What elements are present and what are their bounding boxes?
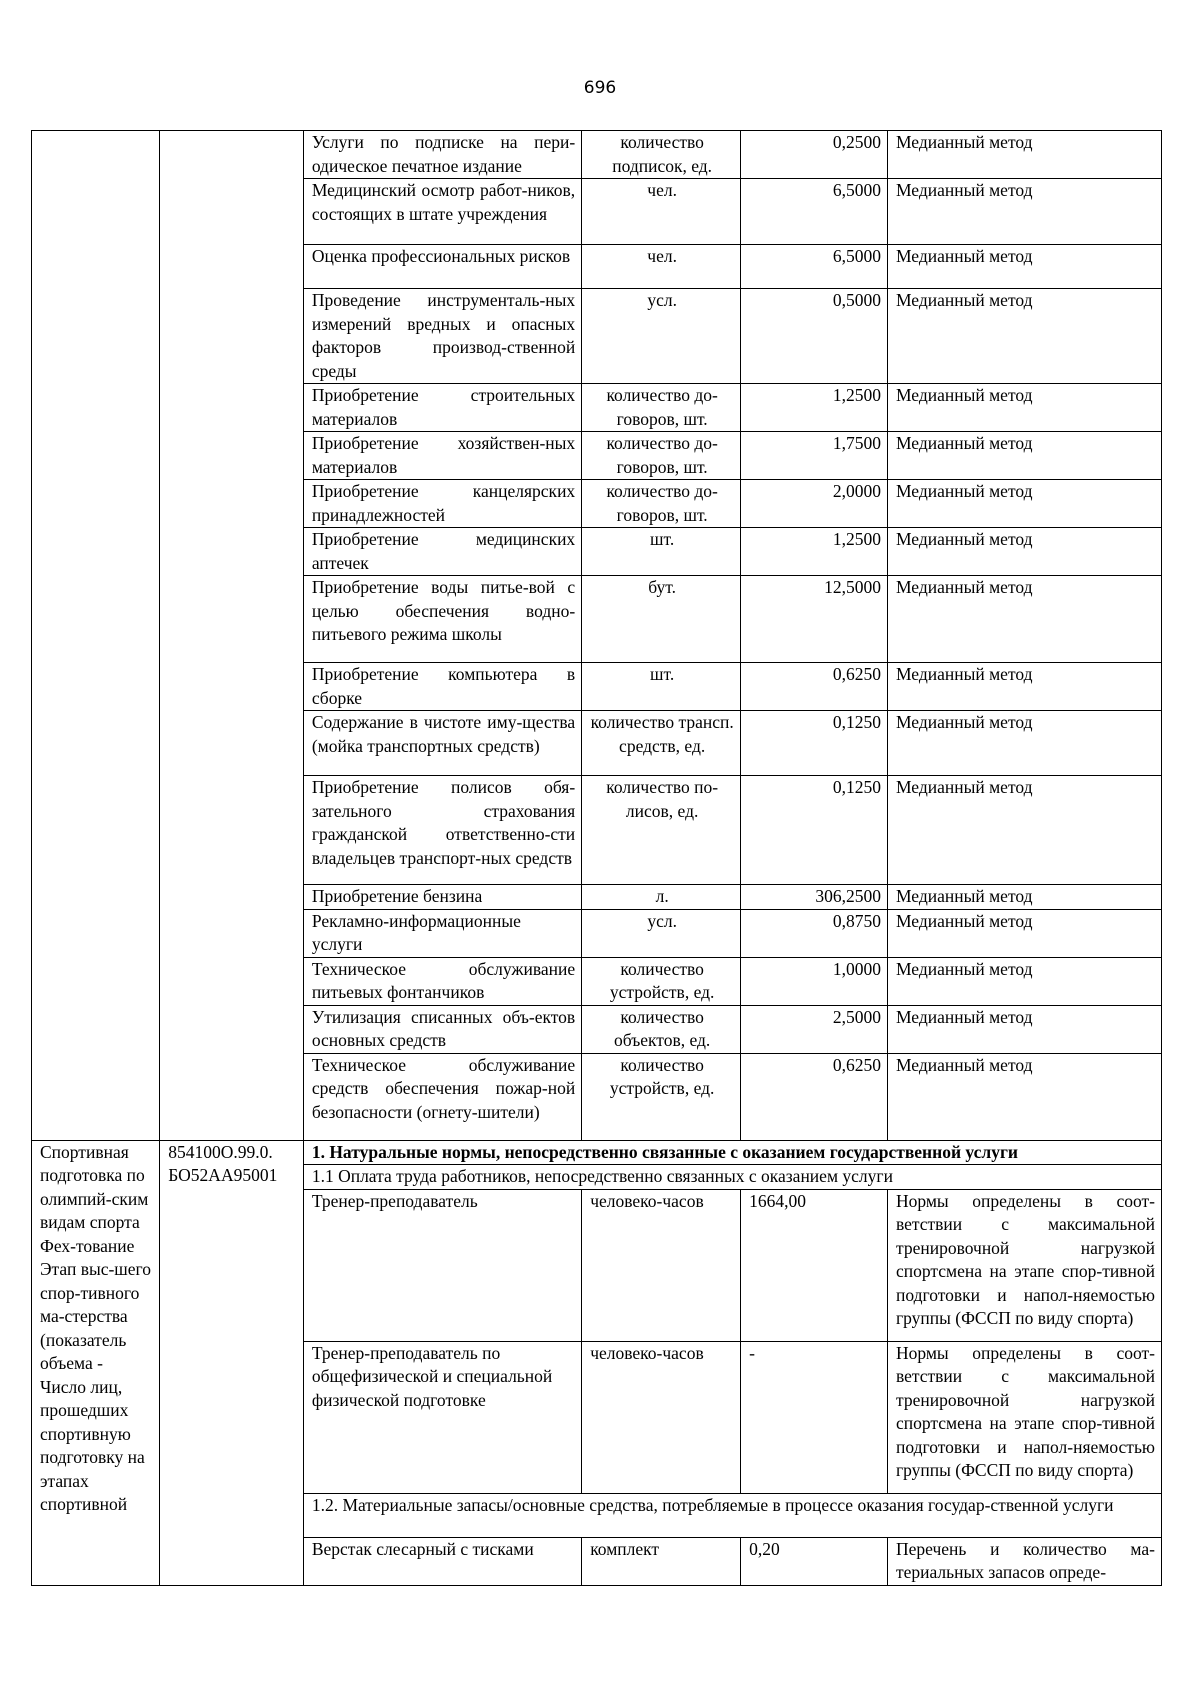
norm-value: 0,5000 [741,289,888,384]
norm-value: 6,5000 [741,245,888,289]
norm-unit: усл. [582,909,741,957]
norm-value: 0,6250 [741,663,888,711]
norm-value: 0,1250 [741,776,888,885]
norm-method: Медианный метод [887,289,1161,384]
norm-unit: бут. [582,576,741,663]
service-name-cell: Спортивная подготовка по олимпий-ским видам спорта Фех-тование Этап выс-шего спор-тивного ма-стерства (показатель объема - Число лиц, прошедших спортивную подготовку на этапах спортивной [32,1140,160,1585]
norm-unit: количество по-лисов, ед. [582,776,741,885]
norm-unit: количество устройств, ед. [582,1053,741,1140]
norm-name: Техническое обслуживание питьевых фонтанчиков [303,957,581,1005]
norm-unit: шт. [582,528,741,576]
norm-method: Медианный метод [887,528,1161,576]
norm-value: 0,8750 [741,909,888,957]
norm-name: Приобретение медицинских аптечек [303,528,581,576]
norm-value: 0,6250 [741,1053,888,1140]
subsection-title: 1.1 Оплата труда работников, непосредственно связанных с оказанием услуги [303,1165,1161,1190]
staff-note: Нормы определены в соот-ветствии с максимальной тренировочной нагрузкой спортсмена на этапе спор-тивной подготовки и напол-няемостью группы (ФССП по виду спорта) [887,1189,1161,1341]
norm-name: Приобретение канцелярских принадлежностей [303,480,581,528]
norm-unit: количество объектов, ед. [582,1005,741,1053]
norm-name: Медицинский осмотр работ-ников, состоящих в штате учреждения [303,179,581,245]
staff-value: - [741,1341,888,1493]
norms-table [31,130,1162,1586]
norm-method: Медианный метод [887,885,1161,910]
norm-method: Медианный метод [887,179,1161,245]
norm-value: 12,5000 [741,576,888,663]
norm-unit: чел. [582,179,741,245]
staff-unit: человеко-часов [582,1189,741,1341]
norm-unit: л. [582,885,741,910]
service-name-cell-empty [32,131,160,1141]
staff-name: Тренер-преподаватель по общефизической и специальной физической подготовке [303,1341,581,1493]
norm-unit: усл. [582,289,741,384]
material-unit: комплект [582,1537,741,1585]
norm-value: 1,7500 [741,432,888,480]
service-code-cell-empty [160,131,304,1141]
norm-value: 6,5000 [741,179,888,245]
norm-method: Медианный метод [887,1005,1161,1053]
norm-method: Медианный метод [887,711,1161,776]
norm-method: Медианный метод [887,909,1161,957]
norm-unit: количество трансп. средств, ед. [582,711,741,776]
norm-method: Медианный метод [887,480,1161,528]
norm-value: 1,0000 [741,957,888,1005]
norm-value: 306,2500 [741,885,888,910]
norm-unit: количество устройств, ед. [582,957,741,1005]
norm-unit: количество до-говоров, шт. [582,480,741,528]
material-value: 0,20 [741,1537,888,1585]
norm-method: Медианный метод [887,663,1161,711]
norm-value: 0,2500 [741,131,888,179]
norm-method: Медианный метод [887,131,1161,179]
norm-value: 0,1250 [741,711,888,776]
norm-method: Медианный метод [887,776,1161,885]
norm-unit: количество до-говоров, шт. [582,384,741,432]
norm-name: Утилизация списанных объ-ектов основных средств [303,1005,581,1053]
staff-name: Тренер-преподаватель [303,1189,581,1341]
staff-value: 1664,00 [741,1189,888,1341]
norm-name: Содержание в чистоте иму-щества (мойка транспортных средств) [303,711,581,776]
material-name: Верстак слесарный с тисками [303,1537,581,1585]
section-title: 1. Натуральные нормы, непосредственно связанные с оказанием государственной услуги [303,1140,1161,1165]
norm-name: Приобретение строительных материалов [303,384,581,432]
norms-table-body [32,131,1162,1586]
staff-note: Нормы определены в соот-ветствии с максимальной тренировочной нагрузкой спортсмена на этапе спор-тивной подготовки и напол-няемостью группы (ФССП по виду спорта) [887,1341,1161,1493]
norm-method: Медианный метод [887,957,1161,1005]
norm-value: 1,2500 [741,384,888,432]
norm-unit: количество до-говоров, шт. [582,432,741,480]
norm-name: Услуги по подписке на пери-одическое печатное издание [303,131,581,179]
norm-method: Медианный метод [887,576,1161,663]
section-row [32,1140,1162,1165]
norm-name: Техническое обслуживание средств обеспечения пожар-ной безопасности (огнету-шители) [303,1053,581,1140]
norm-unit: чел. [582,245,741,289]
norm-value: 2,5000 [741,1005,888,1053]
norm-method: Медианный метод [887,384,1161,432]
table-row [32,131,1162,179]
page-number: 696 [583,78,617,98]
norm-unit: шт. [582,663,741,711]
norm-value: 1,2500 [741,528,888,576]
norm-value: 2,0000 [741,480,888,528]
norm-name: Оценка профессиональных рисков [303,245,581,289]
norm-name: Приобретение воды питье-вой с целью обеспечения водно-питьевого режима школы [303,576,581,663]
norm-method: Медианный метод [887,432,1161,480]
norm-name: Приобретение полисов обя-зательного страхования гражданской ответственно-сти владельцев транспорт-ных средств [303,776,581,885]
norm-method: Медианный метод [887,1053,1161,1140]
norm-name: Приобретение компьютера в сборке [303,663,581,711]
norm-name: Приобретение хозяйствен-ных материалов [303,432,581,480]
norm-name: Рекламно-информационные услуги [303,909,581,957]
material-note: Перечень и количество ма-териальных запасов опреде- [887,1537,1161,1585]
staff-unit: человеко-часов [582,1341,741,1493]
norm-name: Приобретение бензина [303,885,581,910]
norm-unit: количество подписок, ед. [582,131,741,179]
norm-method: Медианный метод [887,245,1161,289]
subsection-title: 1.2. Материальные запасы/основные средства, потребляемые в процессе оказания государ-ственной услуги [303,1493,1161,1537]
norm-name: Проведение инструменталь-ных измерений вредных и опасных факторов производ-ственной среды [303,289,581,384]
service-code-cell: 854100О.99.0. БО52АА95001 [160,1140,304,1585]
